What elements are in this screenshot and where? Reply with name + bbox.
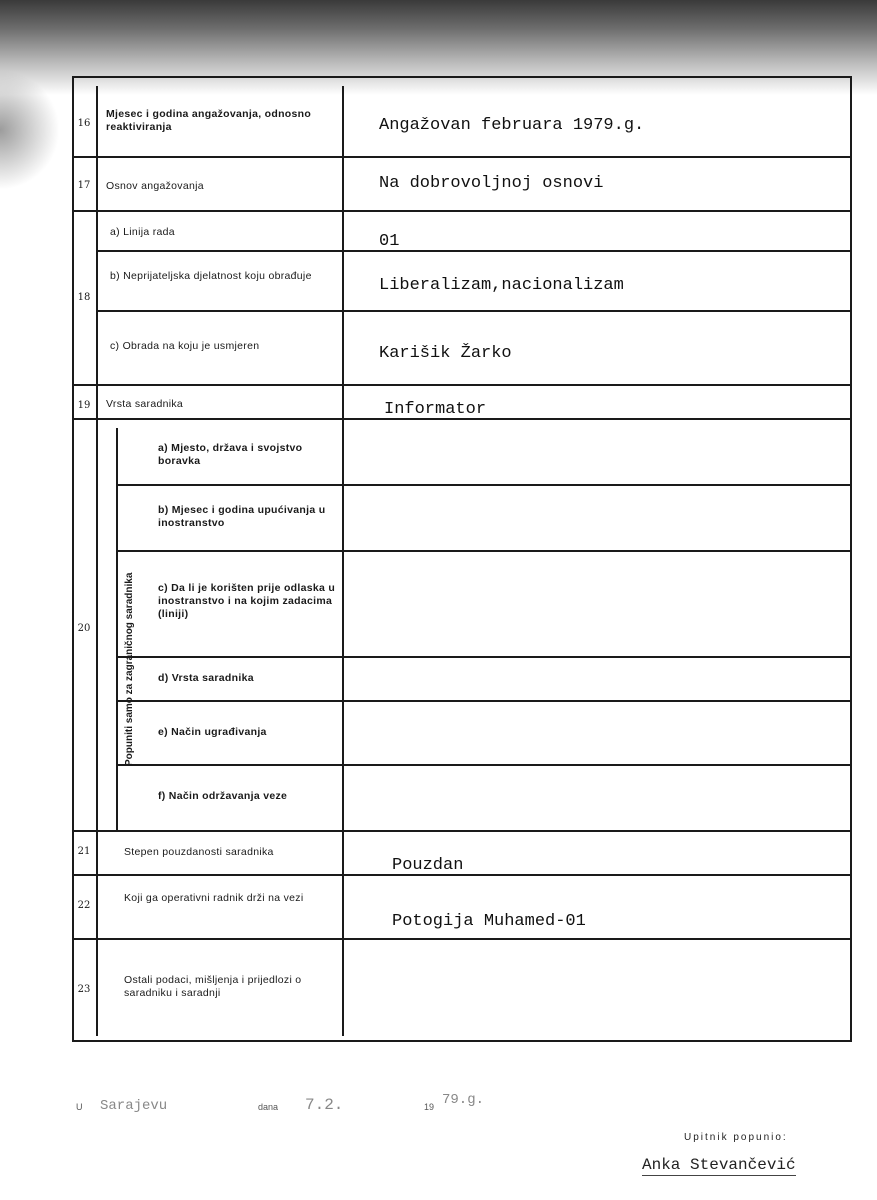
row-divider bbox=[96, 250, 850, 252]
questionnaire-form bbox=[72, 76, 852, 1042]
row-label: Mjesec i godina angažovanja, odnosno reaktiviranja bbox=[106, 108, 312, 133]
place: Sarajevu bbox=[100, 1098, 168, 1114]
row-label: b) Mjesec i godina upućivanja u inostranstvo bbox=[158, 504, 326, 529]
row-number: 20 bbox=[77, 623, 91, 634]
date: 7.2. bbox=[305, 1096, 344, 1114]
row-divider bbox=[116, 700, 850, 702]
row-label: d) Vrsta saradnika bbox=[158, 672, 254, 684]
row-label: Ostali podaci, mišljenja i prijedlozi o saradniku i saradnji bbox=[124, 974, 302, 999]
row-value: Pouzdan bbox=[392, 856, 464, 875]
year-prefix: 19 bbox=[424, 1102, 435, 1112]
row-label: Koji ga operativni radnik drži na vezi bbox=[124, 892, 304, 904]
row-label: a) Linija rada bbox=[110, 226, 175, 238]
filled-by-name: Anka Stevančević bbox=[642, 1156, 796, 1174]
row-divider bbox=[74, 938, 850, 940]
row-label: Vrsta saradnika bbox=[106, 398, 184, 410]
row-divider bbox=[74, 384, 850, 386]
row-value: Karišik Žarko bbox=[379, 344, 512, 363]
row-label: Stepen pouzdanosti saradnika bbox=[124, 846, 274, 858]
row-number: 18 bbox=[77, 292, 91, 303]
row-number: 22 bbox=[77, 900, 91, 911]
row-number: 17 bbox=[77, 180, 91, 191]
row-number: 23 bbox=[77, 984, 91, 995]
row-value: Liberalizam,nacionalizam bbox=[379, 276, 624, 295]
row-number: 21 bbox=[77, 846, 91, 857]
row-number: 19 bbox=[77, 400, 91, 411]
row-divider bbox=[74, 830, 850, 832]
row-label: Osnov angažovanja bbox=[106, 180, 204, 192]
row-number: 16 bbox=[77, 118, 91, 129]
row-label: b) Neprijateljska djelatnost koju obrađuje bbox=[110, 270, 312, 282]
scan-shadow-left bbox=[0, 70, 60, 190]
place-prefix: U bbox=[76, 1102, 83, 1112]
row-value: Angažovan februara 1979.g. bbox=[379, 116, 645, 135]
row-label: c) Obrada na koju je usmjeren bbox=[110, 340, 260, 352]
row-value: Na dobrovoljnoj osnovi bbox=[379, 174, 604, 193]
row-value: Informator bbox=[384, 400, 487, 419]
row-divider bbox=[96, 310, 850, 312]
num-column-divider bbox=[96, 86, 98, 1036]
row-divider bbox=[74, 156, 850, 158]
filled-by-label: Upitnik popunio: bbox=[684, 1132, 788, 1143]
row-label: f) Način održavanja veze bbox=[158, 790, 288, 802]
row-divider bbox=[116, 550, 850, 552]
row-label: a) Mjesto, država i svojstvo boravka bbox=[158, 442, 303, 467]
day-label: dana bbox=[258, 1102, 279, 1112]
row-label: c) Da li je korišten prije odlaska u inostranstvo i na kojim zadacima (liniji) bbox=[158, 582, 336, 620]
row-divider bbox=[116, 656, 850, 658]
row-divider bbox=[74, 210, 850, 212]
vertical-section-label: Popuniti samo za zagraničnog saradnika bbox=[124, 572, 135, 766]
vertical-label-divider bbox=[116, 428, 118, 832]
row-divider bbox=[116, 484, 850, 486]
row-value: Potogija Muhamed-01 bbox=[392, 912, 586, 931]
value-column-divider bbox=[342, 86, 344, 1036]
row-label: e) Način ugrađivanja bbox=[158, 726, 267, 738]
year: 79.g. bbox=[442, 1092, 485, 1108]
row-divider bbox=[116, 764, 850, 766]
row-value: 01 bbox=[379, 232, 400, 251]
